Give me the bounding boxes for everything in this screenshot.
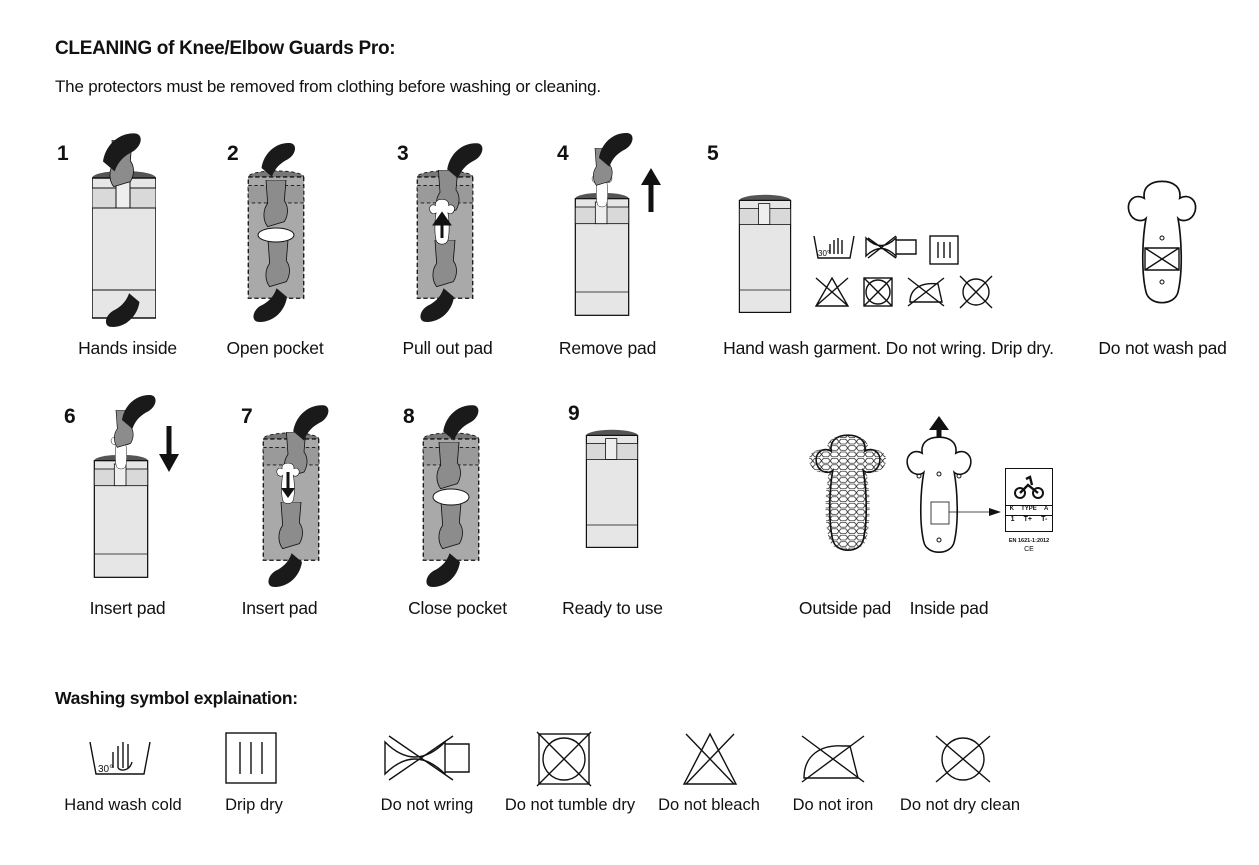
do-not-tumble-dry-icon bbox=[537, 732, 593, 786]
step-2-illustration bbox=[245, 140, 309, 330]
step-5-care-symbols bbox=[812, 232, 1002, 312]
do-not-tumble-dry-caption: Do not tumble dry bbox=[504, 796, 636, 814]
tag-a: A bbox=[1044, 506, 1049, 512]
step-number-8: 8 bbox=[403, 405, 415, 428]
step-caption-9: Ready to use bbox=[562, 598, 663, 618]
hand-wash-temp-label: 30° bbox=[98, 764, 114, 775]
step-caption-6: Insert pad bbox=[89, 598, 166, 618]
step-caption-2: Open pocket bbox=[226, 338, 324, 358]
pad-no-wash-illustration bbox=[1117, 178, 1207, 313]
step-3-illustration bbox=[412, 140, 484, 330]
hand-wash-icon bbox=[88, 738, 152, 780]
step-number-6: 6 bbox=[64, 405, 76, 428]
step-number-5: 5 bbox=[707, 142, 719, 165]
step-caption-1: Hands inside bbox=[78, 338, 177, 358]
step-number-4: 4 bbox=[557, 142, 569, 165]
tag-standard: EN 1621-1:2012 bbox=[1008, 538, 1050, 544]
motorcycle-icon bbox=[1014, 475, 1044, 499]
do-not-dry-clean-caption: Do not dry clean bbox=[899, 796, 1021, 814]
do-not-dry-clean-icon bbox=[932, 734, 994, 784]
page-title: CLEANING of Knee/Elbow Guards Pro: bbox=[55, 38, 396, 59]
do-not-iron-icon bbox=[800, 734, 866, 784]
symbols-heading: Washing symbol explaination: bbox=[55, 688, 298, 708]
step-9-illustration bbox=[578, 425, 648, 555]
outside-pad-illustration bbox=[804, 432, 894, 562]
ce-label-tag bbox=[1005, 468, 1053, 532]
step-1-illustration bbox=[88, 130, 160, 330]
step-5-illustration bbox=[731, 190, 801, 320]
outside-pad-caption: Outside pad bbox=[798, 598, 892, 618]
step-number-9: 9 bbox=[568, 402, 580, 425]
step-5-temp-label: 30° bbox=[818, 249, 831, 258]
drip-dry-caption: Drip dry bbox=[225, 796, 283, 814]
tag-type: TYPE bbox=[1021, 506, 1037, 512]
step-7-illustration bbox=[258, 402, 338, 592]
drip-dry-icon bbox=[225, 732, 277, 784]
step-number-7: 7 bbox=[241, 405, 253, 428]
tag-level: 1 bbox=[1010, 516, 1015, 523]
step-caption-5: Hand wash garment. Do not wring. Drip dry. bbox=[723, 338, 1054, 358]
step-caption-3: Pull out pad bbox=[402, 338, 493, 358]
step-caption-4: Remove pad bbox=[558, 338, 657, 358]
step-4-illustration bbox=[566, 130, 676, 320]
do-not-bleach-caption: Do not bleach bbox=[658, 796, 760, 814]
intro-text: The protectors must be removed from clothing before washing or cleaning. bbox=[55, 77, 601, 96]
do-not-bleach-icon bbox=[682, 732, 738, 786]
step-8-illustration bbox=[418, 402, 498, 592]
step-number-1: 1 bbox=[57, 142, 69, 165]
hand-wash-caption: Hand wash cold bbox=[64, 796, 182, 814]
tag-k: K bbox=[1009, 506, 1014, 512]
inside-pad-caption: Inside pad bbox=[909, 598, 989, 618]
step-number-3: 3 bbox=[397, 142, 409, 165]
tag-ce-mark: CE bbox=[1024, 546, 1034, 553]
tag-t-plus: T+ bbox=[1023, 516, 1033, 523]
step-caption-8: Close pocket bbox=[408, 598, 507, 618]
step-number-2: 2 bbox=[227, 142, 239, 165]
do-not-iron-caption: Do not iron bbox=[792, 796, 874, 814]
step-caption-7: Insert pad bbox=[241, 598, 318, 618]
do-not-wring-icon bbox=[383, 734, 473, 782]
pad-no-wash-caption: Do not wash pad bbox=[1098, 338, 1227, 358]
step-6-illustration bbox=[85, 392, 195, 582]
do-not-wring-caption: Do not wring bbox=[380, 796, 474, 814]
tag-t-minus: T- bbox=[1041, 516, 1048, 523]
